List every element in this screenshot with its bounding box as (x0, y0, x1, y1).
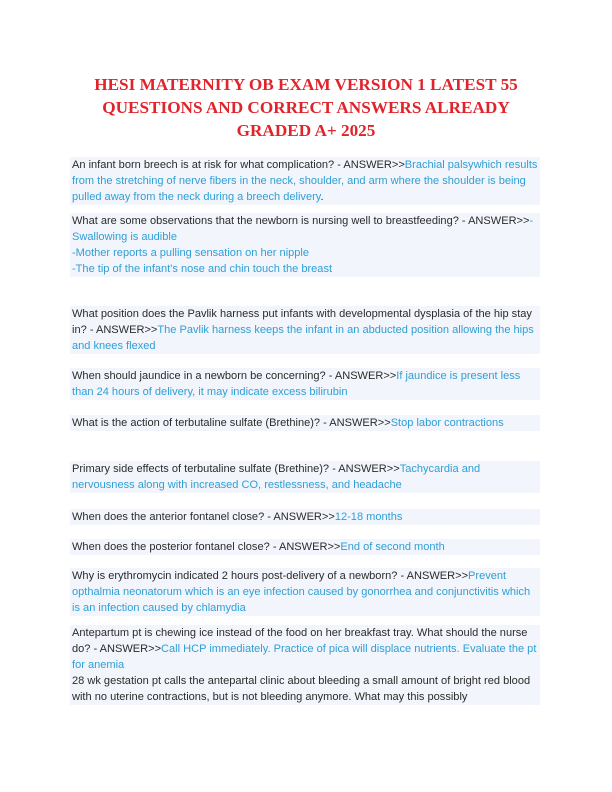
qa-item (70, 625, 540, 705)
question-text: When does the posterior fontanel close? (72, 541, 270, 553)
answer-marker: - ANSWER>> (334, 159, 405, 171)
title-line: GRADED A+ 2025 (236, 121, 376, 140)
answer-marker: - ANSWER>> (269, 541, 341, 553)
question-text: What position does the Pavlik harness put infants with developmental dysplasia of the hip stay in? (72, 308, 532, 336)
qa-item (70, 509, 540, 525)
qa-item (70, 213, 540, 277)
answer-text: Brachial palsywhich results from the stretching of nerve fibers in the neck, shoulder, and arm where the shoulder is being pulled away from the neck during a breech delivery (72, 159, 538, 203)
answer-text: -The tip of the infant's nose and chin touch the breast (72, 263, 333, 275)
question-text: Primary side effects of terbutaline sulfate (Brethine)? (72, 463, 330, 475)
question-text: Why is erythromycin indicated 2 hours post-delivery of a newborn? (72, 570, 398, 582)
question-text: What are some observations that the newborn is nursing well to breastfeeding? (72, 215, 459, 227)
answer-marker: - ANSWER>> (397, 570, 469, 582)
answer-marker: - ANSWER>> (320, 417, 391, 429)
question-text: Antepartum pt is chewing ice instead of the food on her breakfast tray. What should the nurse do? (72, 627, 528, 655)
answer-marker: - ANSWER>> (90, 643, 162, 655)
answer-text: -Mother reports a pulling sensation on her nipple (72, 247, 310, 259)
title-line: QUESTIONS AND CORRECT ANSWERS ALREADY (102, 98, 510, 117)
answer-text: Call HCP immediately. Practice of pica will displace nutrients. Evaluate the pt for anemia (72, 643, 537, 671)
question-text: What is the action of terbutaline sulfate (Brethine)? (72, 417, 321, 429)
question-text: An infant born breech is at risk for what complication? (72, 159, 335, 171)
question-text: When does the anterior fontanel close? (72, 511, 265, 523)
question-text: When should jaundice in a newborn be concerning? (72, 370, 326, 382)
answer-marker: - ANSWER>> (458, 215, 530, 227)
qa-item (70, 461, 540, 493)
answer-text: Stop labor contractions (390, 417, 504, 429)
qa-item (70, 415, 540, 431)
answer-marker: - ANSWER>> (329, 463, 400, 475)
qa-item (70, 568, 540, 616)
answer-text: 12-18 months (334, 511, 403, 523)
title-line: HESI MATERNITY OB EXAM VERSION 1 LATEST 55 (94, 75, 518, 94)
answer-marker: - ANSWER>> (264, 511, 335, 523)
qa-item: An infant born breech is at risk for what complication? - ANSWER>>Brachial palsywhich results from the stretching of nerve fibers in the neck, shoulder, and arm where the shoulder is being pulled away from the neck during a breech delivery. (70, 157, 540, 205)
answer-text: The Pavlik harness keeps the infant in an abducted position allowing the hips and knees flexed (72, 324, 534, 352)
answer-text: End of second month (340, 541, 445, 553)
qa-item (70, 368, 540, 400)
answer-text: -Swallowing is audible (72, 215, 534, 243)
answer-text: Prevent opthalmia neonatorum which is an eye infection caused by gonorrhea and conjunctivitis which is an infection caused by chlamydia (72, 570, 531, 614)
question-text: 28 wk gestation pt calls the antepartal clinic about bleeding a small amount of bright red blood with no uterine contractions, but is not bleeding anymore. What may this possibly (72, 675, 531, 703)
qa-item (70, 539, 540, 555)
answer-marker: - ANSWER>> (325, 370, 397, 382)
qa-item (70, 306, 540, 354)
answer-text: Tachycardia and nervousness along with increased CO, restlessness, and headache (72, 463, 481, 491)
answer-marker: - ANSWER>> (86, 324, 158, 336)
answer-text: If jaundice is present less than 24 hours of delivery, it may indicate excess bilirubin (72, 370, 521, 398)
